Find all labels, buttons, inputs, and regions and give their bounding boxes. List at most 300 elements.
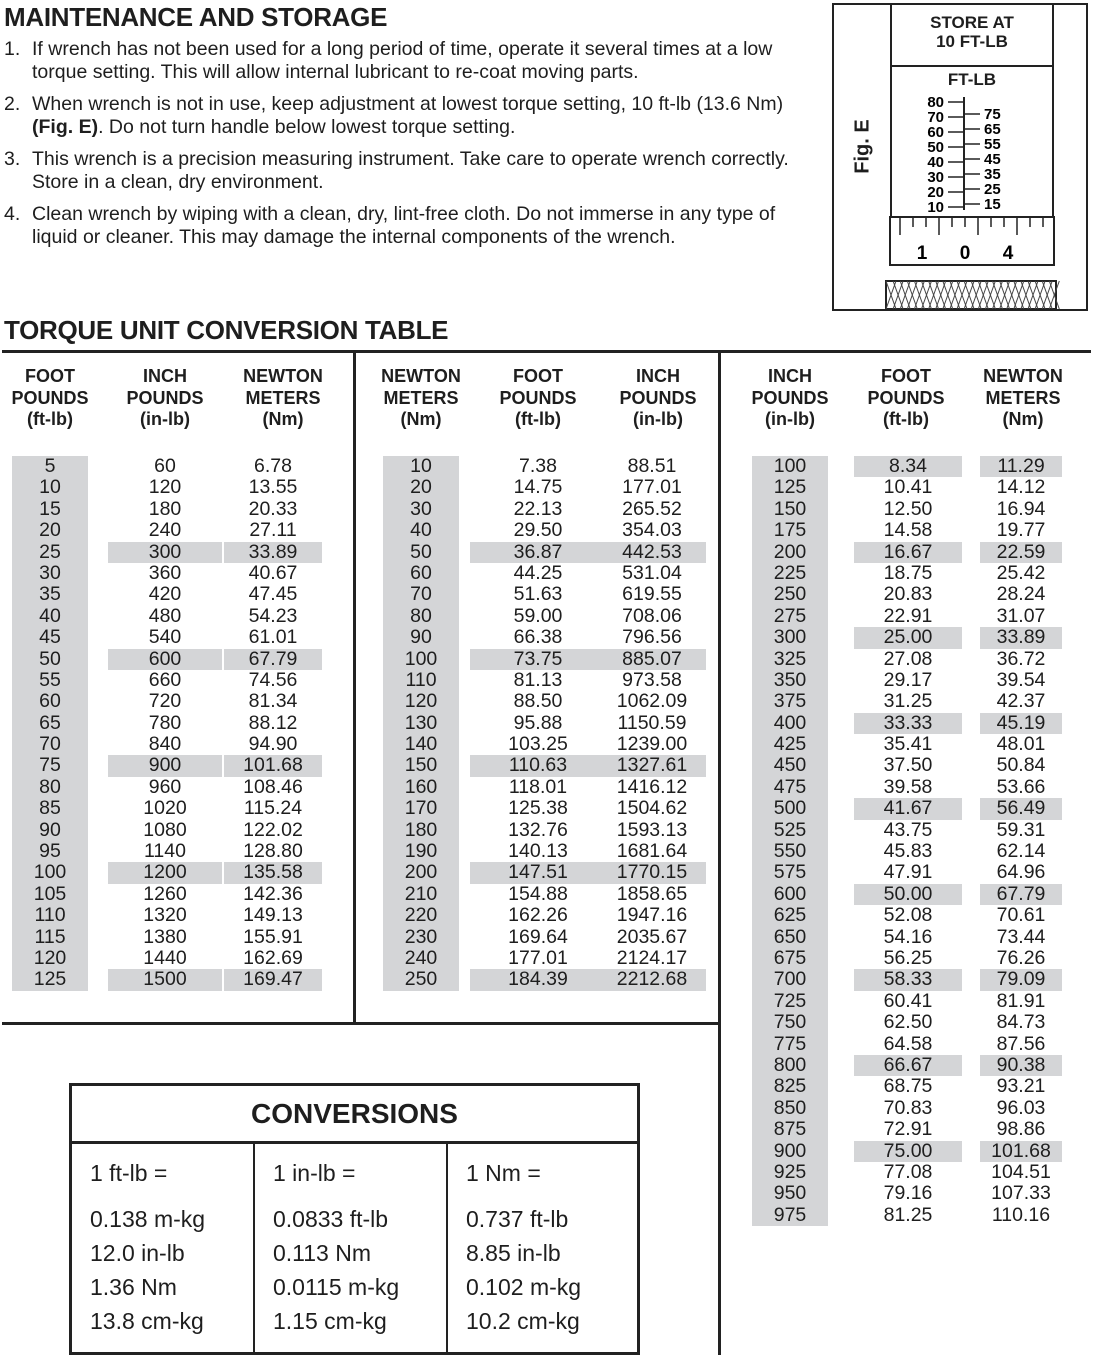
table-cell: 95.88	[513, 711, 563, 734]
scale-label-left: 20	[927, 184, 944, 201]
table-cell: 20	[410, 476, 432, 499]
table-cell: 79.09	[980, 969, 1062, 990]
table-cell: 60	[410, 561, 432, 584]
table-cell: 420	[148, 583, 182, 606]
conversions-title: CONVERSIONS	[72, 1086, 637, 1144]
table-cell: 81.13	[513, 668, 563, 691]
table-cell: 67.79	[224, 649, 322, 670]
scale-label-left: 80	[927, 94, 944, 111]
table-cell: 107.33	[991, 1182, 1051, 1205]
conversions-box	[69, 1083, 640, 1355]
table-cell: 8.34	[854, 456, 962, 477]
table-cell: 354.03	[622, 519, 682, 542]
table-cell: 147.51	[470, 862, 606, 883]
table-cell: 105	[33, 882, 67, 905]
table-cell: 40	[410, 519, 432, 542]
table-cell: 1770.15	[598, 862, 706, 883]
column-header: INCH POUNDS (in-lb)	[126, 366, 204, 429]
table-cell: 184.39	[470, 969, 606, 990]
table-cell: 850	[773, 1096, 807, 1119]
table-cell: 88.12	[248, 711, 298, 734]
table-cell: 18.75	[883, 561, 933, 584]
table-cell: 125	[773, 476, 807, 499]
table-cell: 59.31	[996, 818, 1046, 841]
table-cell: 76.26	[996, 946, 1046, 969]
table-cell: 110.63	[470, 755, 606, 776]
table-cell: 800	[752, 1055, 828, 1076]
table-cell: 58.33	[854, 969, 962, 990]
column-header: NEWTON METERS (Nm)	[243, 366, 323, 429]
table-cell: 96.03	[996, 1096, 1046, 1119]
table-cell: 79.16	[883, 1182, 933, 1205]
table-cell: 177.01	[622, 476, 682, 499]
table-cell: 73.44	[996, 925, 1046, 948]
table-cell: 1062.09	[616, 690, 688, 713]
table-cell: 250	[383, 969, 459, 990]
table-cell: 61.01	[248, 626, 298, 649]
table-cell: 1681.64	[616, 840, 688, 863]
table-cell: 5	[44, 455, 56, 477]
table-cell: 20	[39, 519, 61, 542]
table-cell: 925	[773, 1160, 807, 1183]
table-cell: 47.45	[248, 583, 298, 606]
thimble-number: 4	[1002, 243, 1014, 264]
table-cell: 160	[404, 775, 438, 798]
table-cell: 29.50	[513, 519, 563, 542]
knurled-grip	[886, 281, 1056, 309]
table-cell: 142.36	[243, 882, 303, 905]
table-cell: 55	[39, 668, 61, 691]
table-cell: 81.91	[996, 989, 1046, 1012]
table-cell: 2124.17	[616, 946, 688, 969]
table-cell: 550	[773, 840, 807, 863]
table-cell: 190	[404, 840, 438, 863]
table-cell: 14.12	[996, 476, 1046, 499]
table-cell: 1858.65	[616, 882, 688, 905]
table-cell: 155.91	[243, 925, 303, 948]
table-cell: 1416.12	[616, 775, 688, 798]
table-cell: 973.58	[622, 668, 682, 691]
column-header: FOOT POUNDS (ft-lb)	[867, 366, 945, 429]
column-header: NEWTON METERS (Nm)	[381, 366, 461, 429]
table-cell: 70	[410, 583, 432, 606]
column-header: FOOT POUNDS (ft-lb)	[11, 366, 89, 429]
table-cell: 6.78	[254, 455, 292, 477]
table-cell: 840	[148, 733, 182, 756]
table-cell: 16.67	[854, 542, 962, 563]
table-cell: 130	[404, 711, 438, 734]
table-cell: 480	[148, 604, 182, 627]
table-cell: 350	[773, 668, 807, 691]
table-cell: 36.87	[470, 542, 606, 563]
table-cell: 70.61	[996, 904, 1046, 927]
conversion-nm: 1 Nm = 0.737 ft-lb 8.85 in-lb 0.102 m-kg 10.2 cm-kg	[466, 1160, 582, 1334]
table-cell: 80	[410, 604, 432, 627]
table-cell: 30	[39, 561, 61, 584]
table-cell: 180	[148, 497, 182, 520]
wrench-scale-illustration	[834, 5, 1086, 309]
table-cell: 796.56	[622, 626, 682, 649]
table-cell: 52.08	[883, 904, 933, 927]
table-cell: 125	[12, 969, 88, 990]
table-cell: 225	[773, 561, 807, 584]
table-cell: 675	[773, 946, 807, 969]
table-cell: 62.14	[996, 840, 1046, 863]
table-cell: 125.38	[508, 797, 568, 820]
table-cell: 16.94	[996, 497, 1046, 520]
table-cell: 120	[404, 690, 438, 713]
table-cell: 450	[773, 754, 807, 777]
table-cell: 64.96	[996, 861, 1046, 884]
table-cell: 2212.68	[598, 969, 706, 990]
table-cell: 1504.62	[616, 797, 688, 820]
table-cell: 103.25	[508, 733, 568, 756]
table-cell: 104.51	[991, 1160, 1051, 1183]
scale-label-left: 40	[927, 154, 944, 171]
scale-label-right: 55	[984, 136, 1001, 153]
maintenance-list	[4, 38, 824, 258]
table-cell: 10.41	[883, 476, 933, 499]
scale-label-right: 65	[984, 121, 1001, 138]
table-cell: 115	[34, 925, 66, 948]
maintenance-title: MAINTENANCE AND STORAGE	[4, 2, 388, 32]
table-cell: 45.19	[980, 713, 1062, 734]
table-cell: 27.08	[883, 647, 933, 670]
scale-label-left: 50	[927, 139, 944, 156]
table-cell: 62.50	[883, 1011, 933, 1034]
table-cell: 45.83	[883, 840, 933, 863]
table-cell: 120	[148, 476, 182, 499]
table-cell: 33.89	[980, 627, 1062, 648]
table-cell: 140.13	[508, 840, 568, 863]
table-cell: 425	[773, 733, 807, 756]
table-cell: 525	[773, 818, 807, 841]
table-cell: 25	[12, 542, 88, 563]
table-cell: 36.72	[996, 647, 1046, 670]
table-cell: 960	[148, 775, 182, 798]
table-cell: 60.41	[883, 989, 933, 1012]
table-cell: 360	[148, 561, 182, 584]
scale-label-left: 60	[927, 124, 944, 141]
table-cell: 20.83	[883, 583, 933, 606]
table-cell: 70	[39, 733, 61, 756]
figure-e	[832, 3, 1088, 311]
table-cell: 59.00	[513, 604, 563, 627]
table-cell: 81.34	[248, 690, 298, 713]
table-cell: 140	[404, 733, 438, 756]
table-cell: 81.25	[883, 1203, 933, 1226]
table-cell: 33.89	[224, 542, 322, 563]
table-cell: 300	[752, 627, 828, 648]
table-cell: 31.25	[883, 690, 933, 713]
maintenance-item-1: 1. If wrench has not been used for a long period of time, operate it several times at a low torque setting. This will allow internal lubricant to re-coat moving parts.	[4, 38, 773, 83]
table-cell: 885.07	[598, 649, 706, 670]
table-cell: 300	[108, 542, 222, 563]
table-cell: 40.67	[248, 561, 298, 584]
table-cell: 115.24	[243, 797, 303, 820]
table-cell: 27.11	[249, 519, 297, 542]
table-cell: 2035.67	[616, 925, 688, 948]
table-cell: 169.64	[508, 925, 568, 948]
table-cell: 31.07	[996, 604, 1046, 627]
table-cell: 110.16	[991, 1203, 1051, 1226]
scale-label-right: 45	[984, 151, 1001, 168]
table-cell: 150	[383, 755, 459, 776]
table-cell: 42.37	[996, 690, 1046, 713]
table-cell: 30	[410, 497, 432, 520]
table-cell: 72.91	[883, 1118, 933, 1141]
table-cell: 132.76	[508, 818, 568, 841]
table-cell: 1150.59	[617, 711, 687, 734]
table-cell: 162.69	[243, 946, 303, 969]
table-cell: 50.84	[996, 754, 1046, 777]
table-cell: 80	[39, 775, 61, 798]
table-cell: 22.13	[513, 497, 563, 520]
table-cell: 600	[108, 649, 222, 670]
table-cell: 1320	[143, 904, 187, 927]
table-cell: 1500	[108, 969, 222, 990]
table-cell: 77.08	[883, 1160, 933, 1183]
table-cell: 275	[773, 604, 807, 627]
table-cell: 110	[34, 904, 66, 927]
table-cell: 28.24	[996, 583, 1046, 606]
table-cell: 29.17	[883, 668, 933, 691]
table-cell: 84.73	[996, 1011, 1046, 1034]
table-divider-1	[353, 350, 356, 1025]
table-cell: 1200	[108, 862, 222, 883]
table-cell: 10	[39, 476, 61, 499]
table-cell: 13.55	[248, 476, 298, 499]
table-cell: 22.59	[980, 542, 1062, 563]
thimble-number: 0	[959, 243, 971, 264]
table-cell: 150	[773, 497, 807, 520]
table-cell: 70.83	[883, 1096, 933, 1119]
table-cell: 500	[752, 798, 828, 819]
table-cell: 98.86	[996, 1118, 1046, 1141]
table-cell: 93.21	[996, 1075, 1046, 1098]
torque-table-title: TORQUE UNIT CONVERSION TABLE	[4, 315, 449, 345]
table-bottom-rule	[2, 1022, 721, 1025]
table-cell: 230	[404, 925, 438, 948]
table-cell: 120	[33, 946, 67, 969]
table-cell: 200	[383, 862, 459, 883]
table-cell: 177.01	[508, 946, 568, 969]
table-cell: 41.67	[854, 798, 962, 819]
table-cell: 100	[12, 862, 88, 883]
table-cell: 128.80	[243, 840, 303, 863]
table-cell: 65	[39, 711, 61, 734]
thimble-number: 1	[916, 243, 928, 264]
table-cell: 825	[773, 1075, 807, 1098]
table-cell: 375	[773, 690, 807, 713]
table-cell: 7.38	[519, 455, 557, 477]
table-cell: 875	[773, 1118, 807, 1141]
table-cell: 708.06	[622, 604, 682, 627]
table-cell: 240	[148, 519, 182, 542]
table-cell: 720	[148, 690, 182, 713]
table-divider-2	[718, 350, 721, 1355]
table-cell: 1440	[143, 946, 187, 969]
table-cell: 442.53	[598, 542, 706, 563]
table-cell: 175	[773, 519, 807, 542]
table-cell: 68.75	[883, 1075, 933, 1098]
table-cell: 600	[752, 884, 828, 905]
table-cell: 200	[752, 542, 828, 563]
table-cell: 45	[39, 626, 61, 649]
table-cell: 1020	[143, 797, 187, 820]
table-cell: 575	[773, 861, 807, 884]
table-cell: 64.58	[883, 1032, 933, 1055]
table-cell: 74.56	[248, 668, 298, 691]
table-cell: 48.01	[996, 733, 1046, 756]
table-cell: 1327.61	[598, 755, 706, 776]
table-cell: 66.67	[854, 1055, 962, 1076]
table-cell: 180	[404, 818, 438, 841]
table-cell: 90.38	[980, 1055, 1062, 1076]
table-cell: 40	[39, 604, 61, 627]
table-cell: 162.26	[508, 904, 568, 927]
table-cell: 56.49	[980, 798, 1062, 819]
scale-label-right: 25	[984, 181, 1001, 198]
table-cell: 50.00	[854, 884, 962, 905]
table-cell: 25.00	[854, 627, 962, 648]
table-cell: 14.58	[883, 519, 933, 542]
table-cell: 54.16	[883, 925, 933, 948]
scale-label-right: 15	[984, 196, 1001, 213]
table-cell: 87.56	[996, 1032, 1046, 1055]
table-top-rule	[2, 350, 1091, 353]
table-cell: 75	[12, 755, 88, 776]
conversion-in-lb: 1 in-lb = 0.0833 ft-lb 0.113 Nm 0.0115 m-kg 1.15 cm-kg	[255, 1144, 448, 1355]
table-cell: 475	[773, 775, 807, 798]
table-cell: 20.33	[248, 497, 298, 520]
table-cell: 37.50	[883, 754, 933, 777]
table-cell: 11.29	[980, 456, 1062, 477]
table-cell: 15	[39, 497, 61, 520]
scale-label-left: 70	[927, 109, 944, 126]
table-cell: 101.68	[224, 755, 322, 776]
table-cell: 240	[404, 946, 438, 969]
scale-label-left: 10	[927, 199, 944, 216]
table-cell: 35	[39, 583, 61, 606]
column-header: INCH POUNDS (in-lb)	[751, 366, 829, 429]
table-cell: 950	[773, 1182, 807, 1205]
table-cell: 325	[773, 647, 807, 670]
table-cell: 39.58	[883, 775, 933, 798]
table-cell: 540	[148, 626, 182, 649]
table-cell: 47.91	[883, 861, 933, 884]
maintenance-item-3: 3. This wrench is a precision measuring instrument. Take care to operate wrench correctly. Store in a clean, dry environment.	[4, 148, 789, 193]
table-cell: 650	[773, 925, 807, 948]
table-cell: 900	[752, 1141, 828, 1162]
table-cell: 660	[148, 668, 182, 691]
table-cell: 725	[773, 989, 807, 1012]
table-cell: 900	[108, 755, 222, 776]
table-cell: 1380	[143, 925, 187, 948]
table-cell: 25.42	[996, 561, 1046, 584]
table-cell: 90	[410, 626, 432, 649]
table-cell: 33.33	[854, 713, 962, 734]
table-cell: 220	[404, 904, 438, 927]
table-cell: 100	[383, 649, 459, 670]
table-cell: 88.50	[513, 690, 563, 713]
table-cell: 54.23	[248, 604, 298, 627]
table-cell: 10	[410, 455, 432, 477]
table-cell: 44.25	[513, 561, 563, 584]
table-cell: 700	[752, 969, 828, 990]
table-cell: 110	[405, 668, 437, 691]
table-cell: 108.46	[243, 775, 303, 798]
table-cell: 53.66	[996, 775, 1046, 798]
table-cell: 149.13	[243, 904, 303, 927]
table-cell: 210	[404, 882, 438, 905]
table-cell: 1239.00	[616, 733, 688, 756]
table-cell: 14.75	[513, 476, 563, 499]
scale-label-right: 35	[984, 166, 1001, 183]
table-cell: 85	[39, 797, 61, 820]
table-cell: 94.90	[248, 733, 298, 756]
table-cell: 67.79	[980, 884, 1062, 905]
table-cell: 122.02	[243, 818, 303, 841]
table-cell: 1260	[143, 882, 187, 905]
table-cell: 56.25	[883, 946, 933, 969]
scale-label-left: 30	[927, 169, 944, 186]
table-cell: 780	[148, 711, 182, 734]
store-note: STORE AT 10 FT-LB	[930, 13, 1014, 51]
table-cell: 169.47	[224, 969, 322, 990]
table-cell: 750	[773, 1011, 807, 1034]
table-cell: 66.38	[513, 626, 563, 649]
table-cell: 22.91	[883, 604, 933, 627]
table-cell: 1947.16	[616, 904, 688, 927]
table-cell: 75.00	[854, 1141, 962, 1162]
maintenance-item-2: 2. When wrench is not in use, keep adjustment at lowest torque setting, 10 ft-lb (13.6 Nm) (Fig. E). Do not turn handle below lowest torque setting.	[4, 93, 784, 138]
table-cell: 51.63	[513, 583, 563, 606]
column-header: FOOT POUNDS (ft-lb)	[499, 366, 577, 429]
table-cell: 88.51	[627, 455, 677, 477]
table-cell: 95	[39, 840, 61, 863]
table-cell: 90	[39, 818, 61, 841]
table-cell: 1080	[143, 818, 187, 841]
table-cell: 60	[154, 455, 176, 477]
table-cell: 1140	[144, 840, 186, 863]
table-cell: 1593.13	[616, 818, 688, 841]
table-cell: 35.41	[883, 733, 933, 756]
table-cell: 625	[773, 904, 807, 927]
conversion-ft-lb: 1 ft-lb = 0.138 m-kg 12.0 in-lb 1.36 Nm 13.8 cm-kg	[72, 1144, 255, 1355]
table-cell: 19.77	[996, 519, 1046, 542]
table-cell: 135.58	[224, 862, 322, 883]
table-cell: 39.54	[996, 668, 1046, 691]
table-cell: 50	[12, 649, 88, 670]
table-cell: 619.55	[622, 583, 682, 606]
table-cell: 400	[752, 713, 828, 734]
table-cell: 73.75	[470, 649, 606, 670]
table-cell: 60	[39, 690, 61, 713]
table-cell: 775	[773, 1032, 807, 1055]
maintenance-item-4: 4. Clean wrench by wiping with a clean, dry, lint-free cloth. Do not immerse in any type of liquid or cleaner. This may damage the internal components of the wrench.	[4, 203, 776, 248]
figure-label: Fig. E	[851, 119, 874, 174]
table-cell: 12.50	[883, 497, 933, 520]
table-cell: 531.04	[622, 561, 682, 584]
table-cell: 100	[752, 456, 828, 477]
table-cell: 265.52	[622, 497, 682, 520]
table-cell: 101.68	[980, 1141, 1062, 1162]
column-header: NEWTON METERS (Nm)	[983, 366, 1063, 429]
column-header: INCH POUNDS (in-lb)	[619, 366, 697, 429]
table-cell: 50	[383, 542, 459, 563]
table-cell: 118.01	[508, 775, 568, 798]
